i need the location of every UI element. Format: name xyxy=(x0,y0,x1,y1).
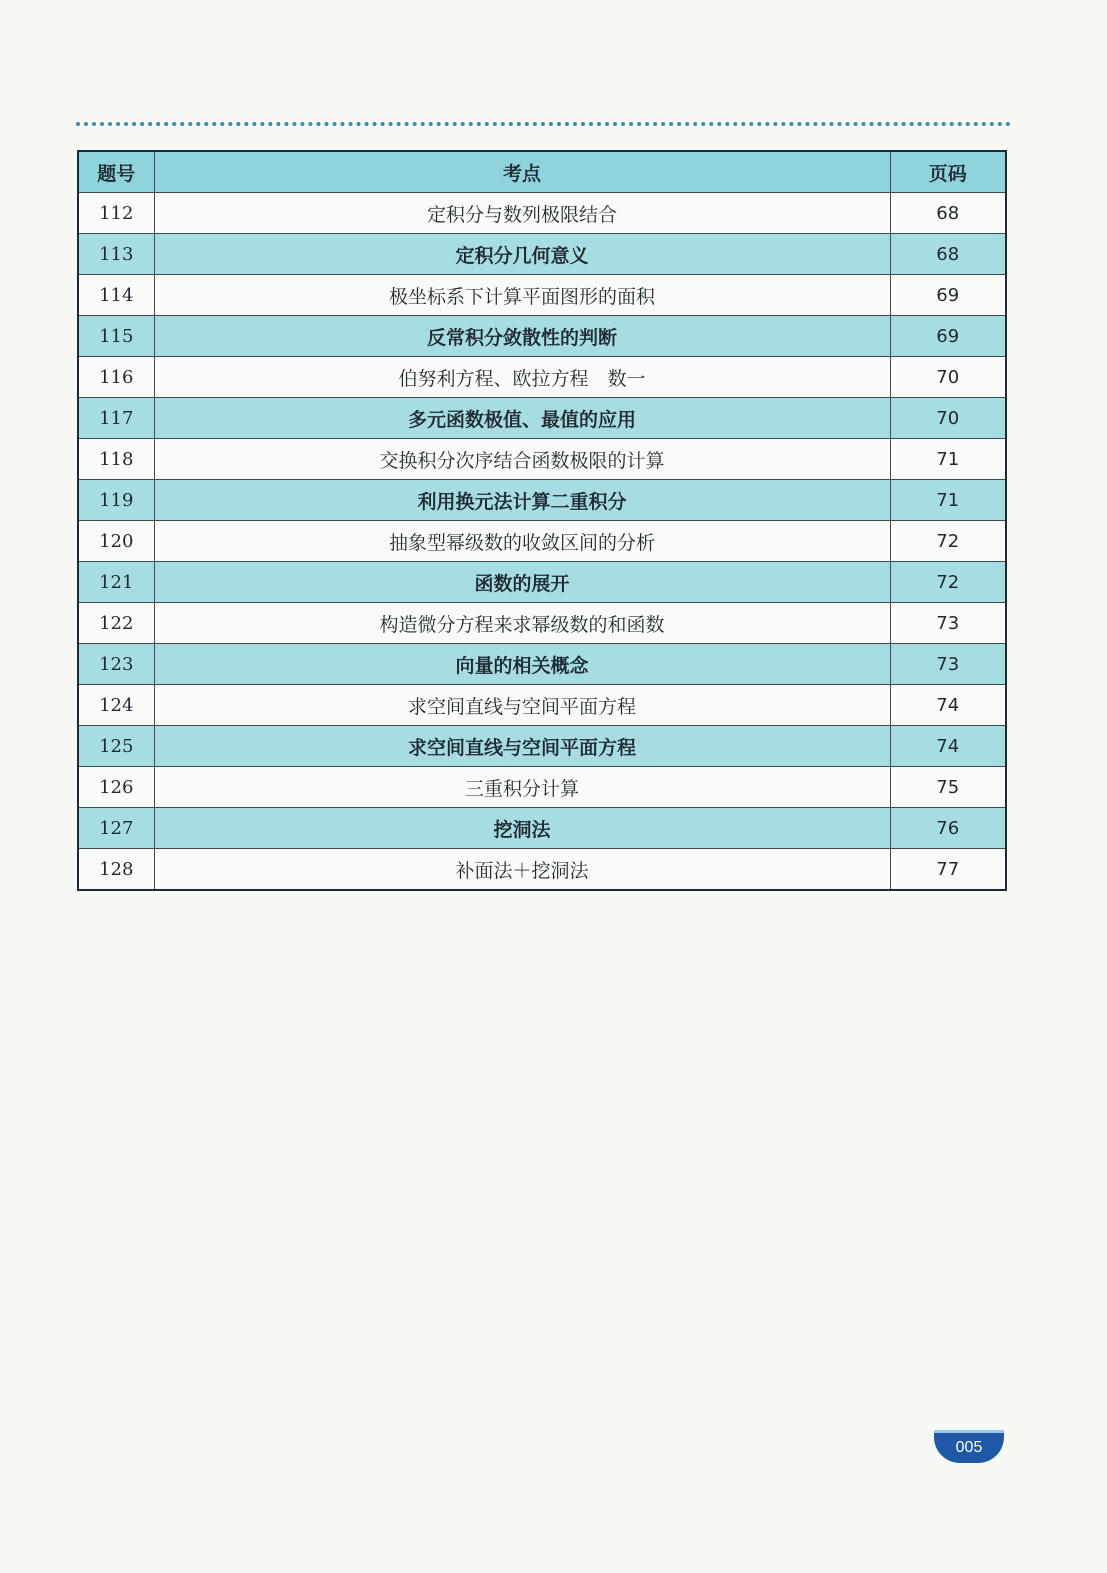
table-row xyxy=(78,603,1006,644)
question-number-cell: 118 xyxy=(78,439,154,480)
question-number-cell: 113 xyxy=(78,234,154,275)
page-number-cell: 68 xyxy=(890,193,1006,234)
page-number-cell: 71 xyxy=(890,439,1006,480)
topic-cell: 向量的相关概念 xyxy=(154,644,890,685)
topic-cell: 定积分几何意义 xyxy=(154,234,890,275)
table-row xyxy=(78,357,1006,398)
page-number-cell: 77 xyxy=(890,849,1006,891)
question-number-cell: 119 xyxy=(78,480,154,521)
question-number-cell: 120 xyxy=(78,521,154,562)
table-row xyxy=(78,685,1006,726)
table-row xyxy=(78,562,1006,603)
topic-cell: 定积分与数列极限结合 xyxy=(154,193,890,234)
page-number-cell: 72 xyxy=(890,521,1006,562)
topic-cell: 极坐标系下计算平面图形的面积 xyxy=(154,275,890,316)
question-number-cell: 112 xyxy=(78,193,154,234)
question-number-cell: 122 xyxy=(78,603,154,644)
topic-cell: 挖洞法 xyxy=(154,808,890,849)
page-number-cell: 71 xyxy=(890,480,1006,521)
page-number-cell: 68 xyxy=(890,234,1006,275)
header-topic: 考点 xyxy=(154,151,890,193)
topic-cell: 构造微分方程来求幂级数的和函数 xyxy=(154,603,890,644)
page-number-cell: 72 xyxy=(890,562,1006,603)
question-number-cell: 114 xyxy=(78,275,154,316)
page-number-cell: 73 xyxy=(890,644,1006,685)
contents-table xyxy=(77,150,1007,891)
topic-cell: 求空间直线与空间平面方程 xyxy=(154,726,890,767)
table-row xyxy=(78,234,1006,275)
topic-cell: 求空间直线与空间平面方程 xyxy=(154,685,890,726)
table-row xyxy=(78,275,1006,316)
page-number-cell: 70 xyxy=(890,357,1006,398)
header-page-number: 页码 xyxy=(890,151,1006,193)
question-number-cell: 121 xyxy=(78,562,154,603)
page-number-cell: 70 xyxy=(890,398,1006,439)
question-number-cell: 115 xyxy=(78,316,154,357)
question-number-cell: 123 xyxy=(78,644,154,685)
table-row xyxy=(78,398,1006,439)
table-header-row xyxy=(78,151,1006,193)
table-row xyxy=(78,439,1006,480)
table-body xyxy=(78,193,1006,891)
table-row xyxy=(78,726,1006,767)
topic-cell: 反常积分敛散性的判断 xyxy=(154,316,890,357)
table-row xyxy=(78,767,1006,808)
page-number-cell: 73 xyxy=(890,603,1006,644)
table-row xyxy=(78,644,1006,685)
topic-cell: 三重积分计算 xyxy=(154,767,890,808)
header-question-number: 题号 xyxy=(78,151,154,193)
table-row xyxy=(78,849,1006,891)
question-number-cell: 126 xyxy=(78,767,154,808)
topic-cell: 多元函数极值、最值的应用 xyxy=(154,398,890,439)
page-number-cell: 69 xyxy=(890,316,1006,357)
topic-cell: 函数的展开 xyxy=(154,562,890,603)
page-number-cell: 74 xyxy=(890,726,1006,767)
question-number-cell: 116 xyxy=(78,357,154,398)
table-row xyxy=(78,808,1006,849)
topic-cell: 补面法＋挖洞法 xyxy=(154,849,890,891)
question-number-cell: 117 xyxy=(78,398,154,439)
question-number-cell: 125 xyxy=(78,726,154,767)
topic-cell: 交换积分次序结合函数极限的计算 xyxy=(154,439,890,480)
page-number-badge: 005 xyxy=(934,1430,1004,1463)
table-row xyxy=(78,193,1006,234)
page-number-cell: 69 xyxy=(890,275,1006,316)
dotted-divider xyxy=(76,122,1011,126)
question-number-cell: 124 xyxy=(78,685,154,726)
page-number-cell: 74 xyxy=(890,685,1006,726)
question-number-cell: 128 xyxy=(78,849,154,891)
page-number-cell: 75 xyxy=(890,767,1006,808)
table-row xyxy=(78,480,1006,521)
question-number-cell: 127 xyxy=(78,808,154,849)
topic-cell: 抽象型幂级数的收敛区间的分析 xyxy=(154,521,890,562)
topic-cell: 利用换元法计算二重积分 xyxy=(154,480,890,521)
topic-cell: 伯努利方程、欧拉方程 数一 xyxy=(154,357,890,398)
page-number-cell: 76 xyxy=(890,808,1006,849)
table-row xyxy=(78,521,1006,562)
table-row xyxy=(78,316,1006,357)
